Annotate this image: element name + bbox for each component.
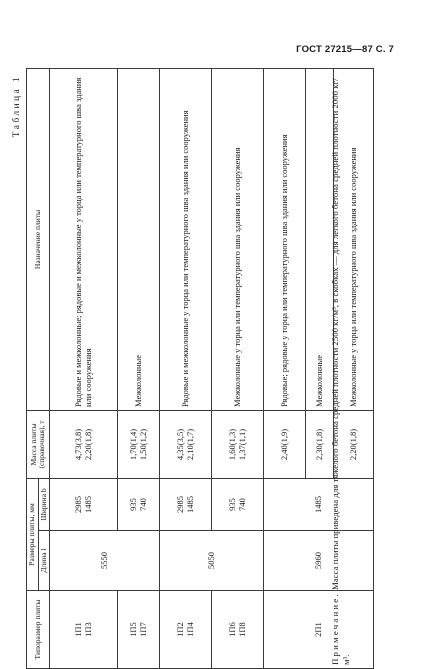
width-value: 935 bbox=[127, 498, 138, 511]
table-note bbox=[330, 71, 352, 665]
cell-type bbox=[118, 591, 160, 669]
table-row bbox=[160, 69, 212, 669]
table-caption: Таблица 1 bbox=[12, 75, 22, 138]
header-dimensions: Размеры плиты, мм bbox=[27, 479, 39, 591]
mass-value: 2,10(1,7) bbox=[184, 428, 195, 461]
cell-purpose: Межколонные у торца или температурного шва здания или сооружения bbox=[334, 69, 374, 411]
cell-width bbox=[118, 479, 160, 531]
cell-mass: 2,30(1,8) bbox=[306, 411, 334, 479]
cell-width bbox=[50, 479, 118, 531]
type-code: 1П3 bbox=[82, 622, 93, 637]
type-code: 1П8 bbox=[236, 622, 247, 637]
type-code: 1П1 bbox=[72, 622, 83, 637]
cell-mass bbox=[160, 411, 212, 479]
note-label: Примечание. bbox=[330, 592, 340, 665]
mass-value: 4,73(3,8) bbox=[72, 428, 83, 461]
header-purpose: Назначение плиты bbox=[27, 69, 50, 411]
cell-purpose: Рядовые; рядовые у торца или температурного шва здания или сооружения bbox=[264, 69, 306, 411]
width-value: 2985 bbox=[72, 496, 83, 513]
mass-value: 1,50(1,2) bbox=[137, 428, 148, 461]
type-code: 1П7 bbox=[137, 622, 148, 637]
cell-type bbox=[212, 591, 264, 669]
table-header-row bbox=[27, 69, 39, 669]
table-row bbox=[50, 69, 118, 669]
mass-value: 4,35(3,5) bbox=[174, 428, 185, 461]
cell-mass: 2,40(1,9) bbox=[264, 411, 306, 479]
width-value: 1485 bbox=[184, 496, 195, 513]
cell-purpose: Межколонные bbox=[306, 69, 334, 411]
cell-purpose: Рядовые и межколонные; рядовые и межколонные у торца или температурного шва здания или сооружения bbox=[50, 69, 118, 411]
cell-purpose: Межколонные bbox=[118, 69, 160, 411]
cell-purpose: Рядовые и межколонные у торца или температурного шва здания или сооружения bbox=[160, 69, 212, 411]
type-code: 1П5 bbox=[127, 622, 138, 637]
width-value: 740 bbox=[236, 498, 247, 511]
header-length: Длина l bbox=[38, 531, 50, 591]
width-value: 935 bbox=[226, 498, 237, 511]
page-header: ГОСТ 27215—87 С. 7 bbox=[296, 44, 394, 55]
cell-length: 5050 bbox=[160, 531, 264, 591]
header-width: Ширина b bbox=[38, 479, 50, 531]
plates-table bbox=[26, 68, 374, 669]
cell-mass bbox=[118, 411, 160, 479]
type-code: 1П4 bbox=[184, 622, 195, 637]
mass-value: 2,20(1,8) bbox=[82, 428, 93, 461]
width-value: 2985 bbox=[174, 496, 185, 513]
cell-width bbox=[212, 479, 264, 531]
cell-length: 5550 bbox=[50, 531, 160, 591]
mass-value: 1,70(1,4) bbox=[127, 428, 138, 461]
mass-value: 1,60(1,3) bbox=[226, 428, 237, 461]
cell-mass bbox=[50, 411, 118, 479]
cell-purpose: Межколонные у торца или температурного шва здания или сооружения bbox=[212, 69, 264, 411]
cell-width: 1485 bbox=[264, 479, 374, 531]
width-value: 740 bbox=[137, 498, 148, 511]
type-code: 1П6 bbox=[226, 622, 237, 637]
header-type: Типоразмер плиты bbox=[27, 591, 50, 669]
cell-type bbox=[50, 591, 118, 669]
mass-value: 1,37(1,1) bbox=[236, 428, 247, 461]
width-value: 1485 bbox=[82, 496, 93, 513]
type-code: 1П2 bbox=[174, 622, 185, 637]
cell-mass bbox=[212, 411, 264, 479]
header-mass: Масса плиты (справочная), т bbox=[27, 411, 50, 479]
cell-mass: 2,20(1,8) bbox=[334, 411, 374, 479]
rotated-page-content bbox=[12, 69, 402, 669]
table-row bbox=[264, 69, 306, 669]
cell-length: 5960 bbox=[264, 531, 374, 591]
cell-width bbox=[160, 479, 212, 531]
cell-type: 2П1 bbox=[264, 591, 374, 669]
cell-type bbox=[160, 591, 212, 669]
note-text: Масса плиты приведена для тяжелого бетона средней плотности 2500 кг/м³, в скобках — для легкого бетона средней плотности 2000 кг/м³. bbox=[330, 78, 351, 665]
